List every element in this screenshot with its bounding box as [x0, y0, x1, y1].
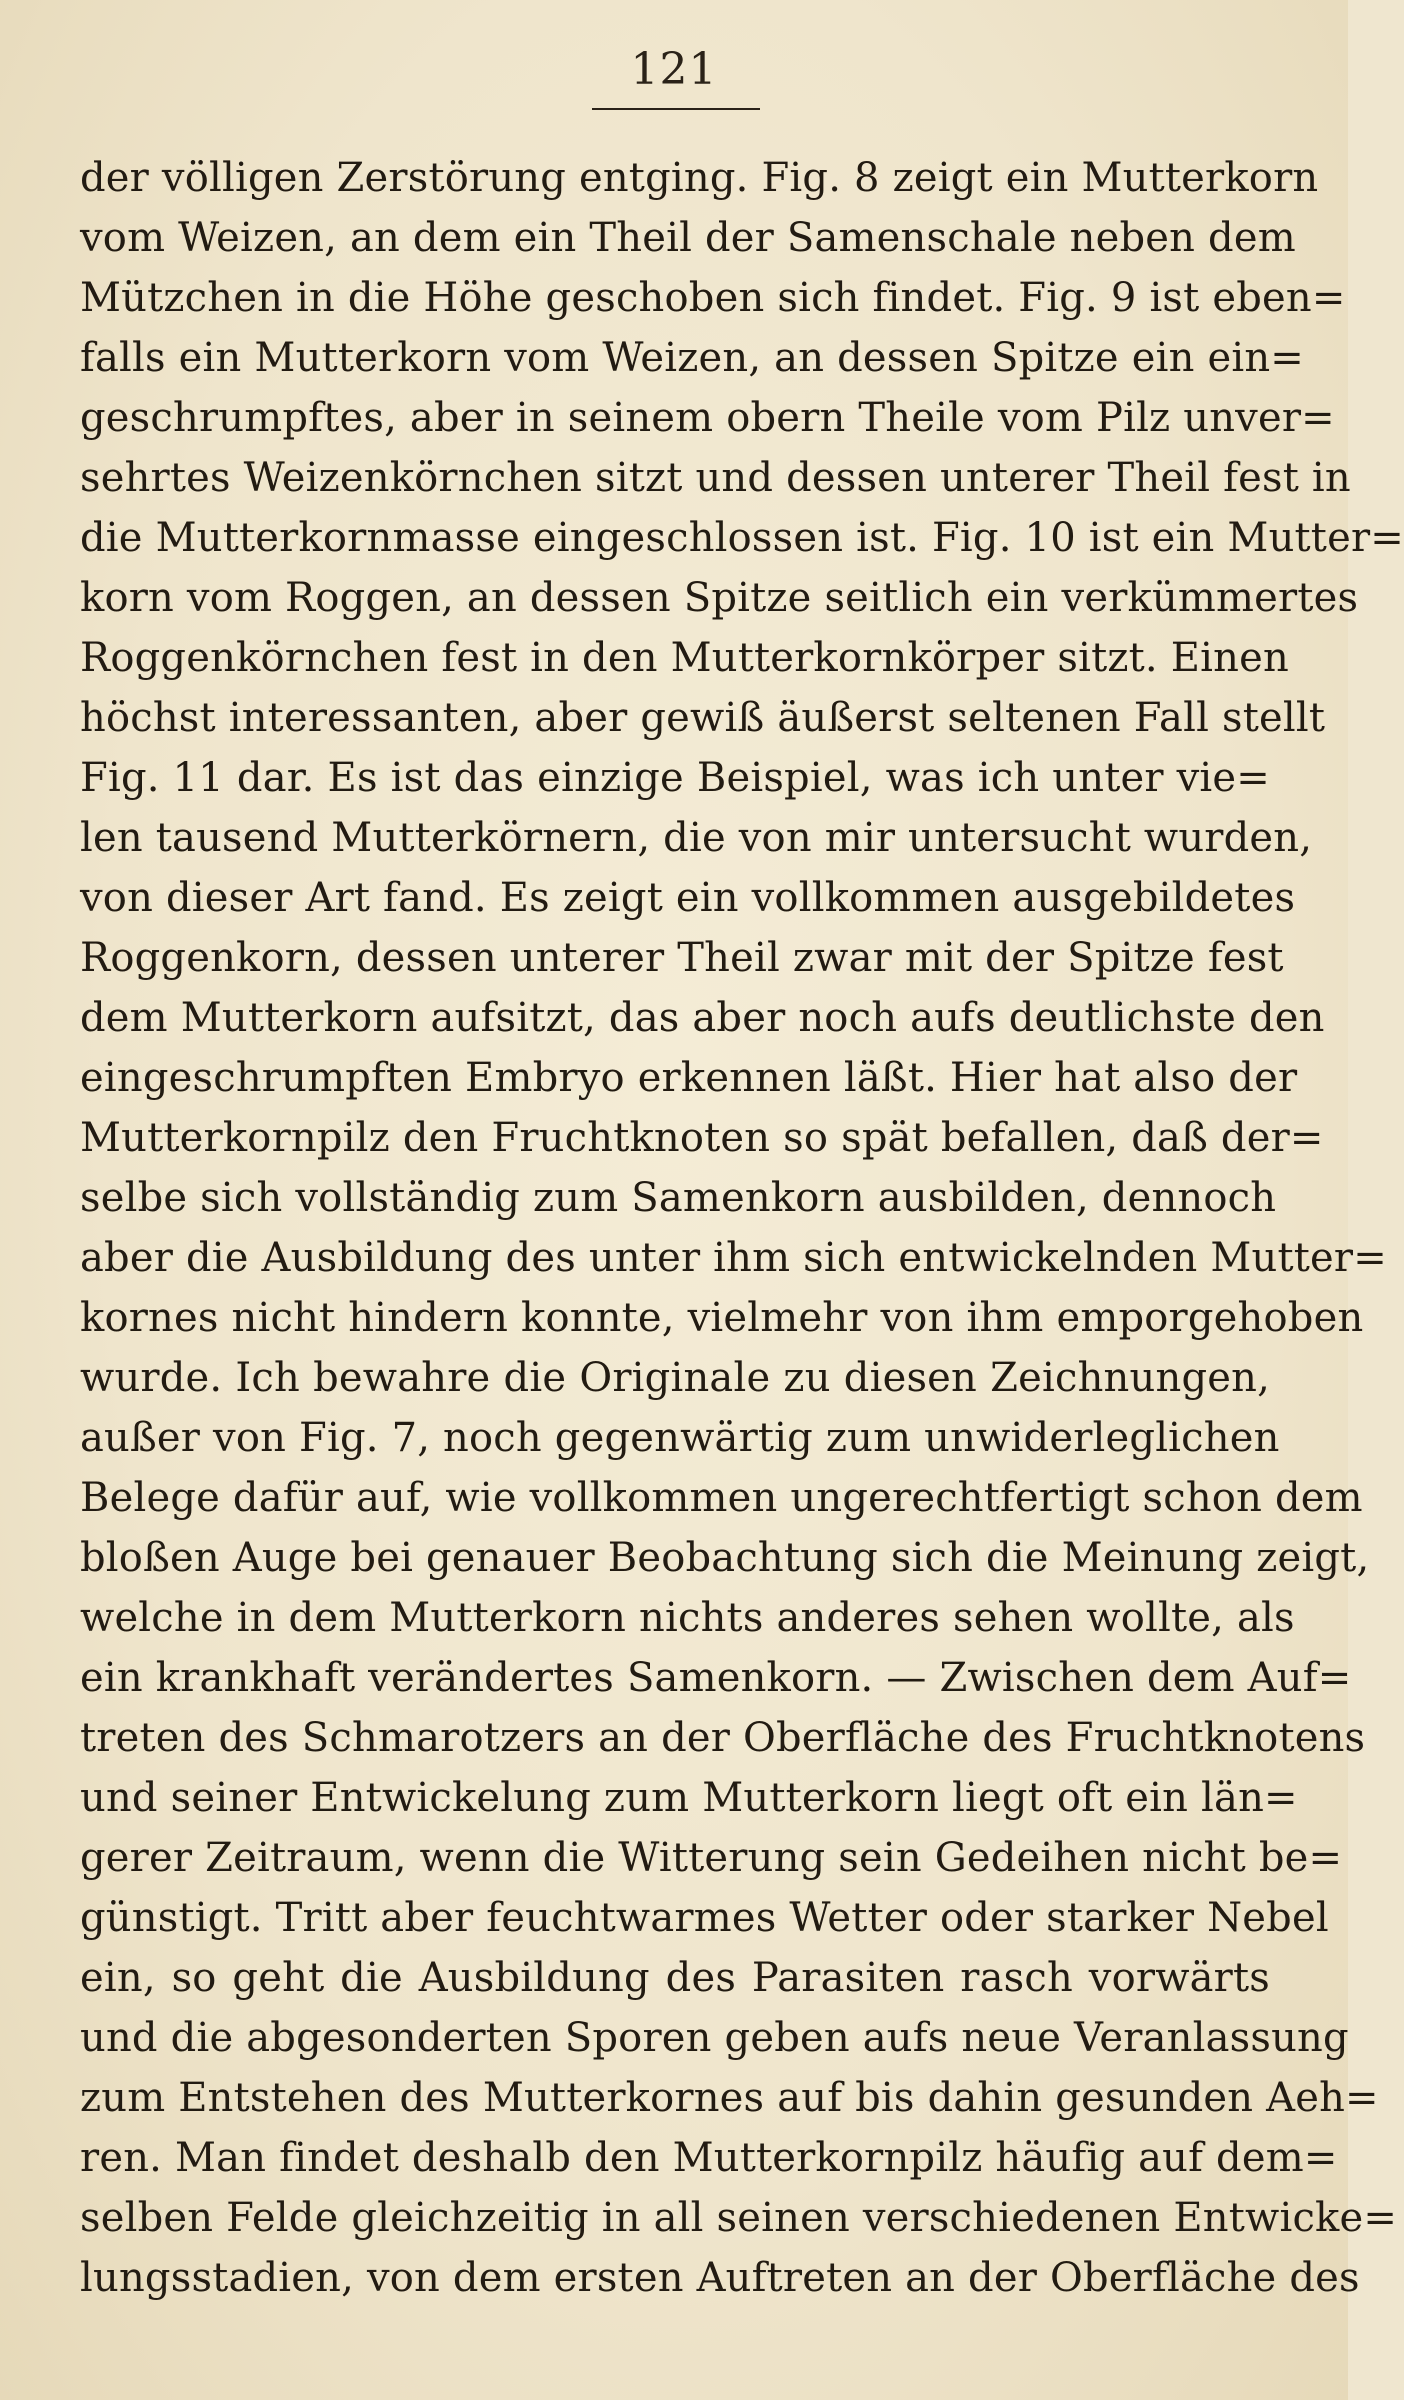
text-line: len tausend Mutterkörnern, die von mir untersucht wurden, — [80, 815, 1313, 861]
text-line: und seiner Entwickelung zum Mutterkorn liegt oft ein län= — [80, 1775, 1298, 1821]
text-line: dem Mutterkorn aufsitzt, das aber noch aufs deutlichste den — [80, 995, 1325, 1041]
page-number: 121 — [630, 44, 718, 95]
text-line: eingeschrumpften Embryo erkennen läßt. Hier hat also der — [80, 1055, 1298, 1101]
text-line: Fig. 11 dar. Es ist das einzige Beispiel, was ich unter vie= — [80, 755, 1270, 801]
text-line: von dieser Art fand. Es zeigt ein vollkommen ausgebildetes — [80, 875, 1296, 921]
text-line: Mützchen in die Höhe geschoben sich findet. Fig. 9 ist eben= — [80, 275, 1346, 321]
text-line: sehrtes Weizenkörnchen sitzt und dessen unterer Theil fest in — [80, 455, 1351, 501]
header-rule — [592, 108, 760, 110]
text-line: höchst interessanten, aber gewiß äußerst seltenen Fall stellt — [80, 695, 1326, 741]
text-line: die Mutterkornmasse eingeschlossen ist. Fig. 10 ist ein Mutter= — [80, 515, 1404, 561]
text-line: Roggenkörnchen fest in den Mutterkornkörper sitzt. Einen — [80, 635, 1289, 681]
body-text — [80, 148, 1404, 2308]
text-line: günstigt. Tritt aber feuchtwarmes Wetter oder starker Nebel — [80, 1895, 1329, 1941]
text-line: Roggenkorn, dessen unterer Theil zwar mit der Spitze fest — [80, 935, 1284, 981]
text-line: ein krankhaft verändertes Samenkorn. — Zwischen dem Auf= — [80, 1655, 1352, 1701]
text-line: außer von Fig. 7, noch gegenwärtig zum unwiderleglichen — [80, 1415, 1280, 1461]
text-line: falls ein Mutterkorn vom Weizen, an dessen Spitze ein ein= — [80, 335, 1305, 381]
text-line: Mutterkornpilz den Fruchtknoten so spät befallen, daß der= — [80, 1115, 1324, 1161]
text-line: aber die Ausbildung des unter ihm sich entwickelnden Mutter= — [80, 1235, 1387, 1281]
text-line: ein, so geht die Ausbildung des Parasiten rasch vorwärts — [80, 1955, 1270, 2001]
text-line: der völligen Zerstörung entging. Fig. 8 zeigt ein Mutterkorn — [80, 155, 1319, 201]
text-line: vom Weizen, an dem ein Theil der Samenschale neben dem — [80, 215, 1296, 261]
text-line: selben Felde gleichzeitig in all seinen verschiedenen Entwicke= — [80, 2195, 1398, 2241]
text-line: bloßen Auge bei genauer Beobachtung sich die Meinung zeigt, — [80, 1535, 1370, 1581]
text-line: ren. Man findet deshalb den Mutterkornpilz häufig auf dem= — [80, 2135, 1338, 2181]
text-line: geschrumpftes, aber in seinem obern Theile vom Pilz unver= — [80, 395, 1335, 441]
text-line: gerer Zeitraum, wenn die Witterung sein Gedeihen nicht be= — [80, 1835, 1343, 1881]
text-line: und die abgesonderten Sporen geben aufs neue Veranlassung — [80, 2015, 1349, 2061]
text-line: selbe sich vollständig zum Samenkorn ausbilden, dennoch — [80, 1175, 1277, 1221]
text-line: korn vom Roggen, an dessen Spitze seitlich ein verkümmertes — [80, 575, 1359, 621]
text-line: kornes nicht hindern konnte, vielmehr von ihm emporgehoben — [80, 1295, 1364, 1341]
text-line: treten des Schmarotzers an der Oberfläche des Fruchtknotens — [80, 1715, 1366, 1761]
text-line: welche in dem Mutterkorn nichts anderes sehen wollte, als — [80, 1595, 1295, 1641]
text-line: lungsstadien, von dem ersten Auftreten an der Oberfläche des — [80, 2255, 1360, 2301]
text-line: zum Entstehen des Mutterkornes auf bis dahin gesunden Aeh= — [80, 2075, 1379, 2121]
text-line: wurde. Ich bewahre die Originale zu diesen Zeichnungen, — [80, 1355, 1270, 1401]
text-line: Belege dafür auf, wie vollkommen ungerechtfertigt schon dem — [80, 1475, 1363, 1521]
